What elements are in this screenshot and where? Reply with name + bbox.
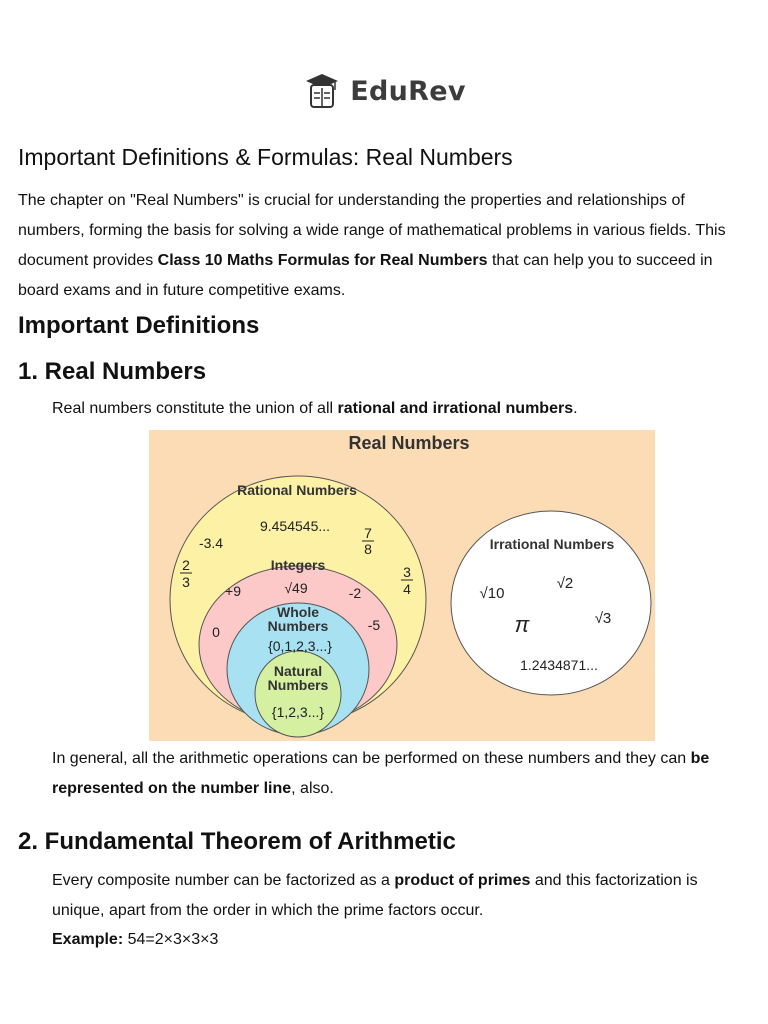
graduation-cap-icon: [302, 72, 342, 110]
irrational-item-sqrt10: √10: [479, 585, 505, 602]
integer-item-sqrt49: √49: [284, 580, 308, 596]
fraction-7-8-num: 7: [364, 525, 372, 541]
natural-label-1: Natural: [273, 663, 323, 679]
rational-item-decimal: 9.454545...: [259, 518, 331, 534]
rational-label: Rational Numbers: [237, 482, 357, 498]
document-title: Important Definitions & Formulas: Real Numbers: [18, 144, 513, 170]
theorem-text: Every composite number can be factorized as a: [52, 872, 395, 889]
real-numbers-definition: [52, 394, 742, 424]
fraction-7-8-den: 8: [364, 541, 372, 557]
general-text: In general, all the arithmetic operations can be performed on these numbers and they can: [52, 750, 691, 767]
intro-paragraph: [18, 186, 743, 306]
integers-label: Integers: [270, 557, 326, 573]
example-value: 54=2×3×3×3: [123, 931, 219, 948]
theorem-example: [52, 925, 742, 955]
irrational-item-decimal: 1.2434871...: [520, 657, 598, 673]
definition-bold: rational and irrational numbers: [337, 400, 574, 417]
example-label: Example:: [52, 931, 124, 948]
brand-name: EduRev: [350, 75, 466, 107]
rational-item-neg: -3.4: [198, 535, 224, 551]
integer-item-minus2: -2: [348, 585, 362, 601]
irrational-item-pi: π: [514, 612, 530, 637]
theorem-bold: product of primes: [394, 872, 531, 889]
heading-important-definitions: Important Definitions: [18, 312, 260, 339]
edurev-logo[interactable]: [0, 72, 768, 110]
fraction-3-4-num: 3: [403, 564, 411, 580]
intro-text-1: The chapter on "Real Numbers" is crucial for understanding the properties and relationships of numbers, forming the basis for solving a wide range of mathematical problems in various fields. This document provides: [18, 192, 726, 269]
fraction-2-3-den: 3: [182, 574, 190, 590]
irrational-label: Irrational Numbers: [489, 536, 615, 552]
definition-end: .: [573, 400, 578, 417]
fundamental-theorem-text: [52, 866, 742, 926]
fraction-3-4-den: 4: [403, 581, 411, 597]
intro-bold: Class 10 Maths Formulas for Real Numbers: [157, 252, 488, 269]
real-numbers-diagram: [149, 430, 655, 741]
general-bold: be represented on the number line: [52, 750, 710, 797]
whole-set: {0,1,2,3...}: [268, 638, 332, 654]
intro-text-2: that can help you to succeed in board exams and in future competitive exams.: [18, 252, 713, 299]
real-numbers-general: [52, 744, 742, 804]
irrational-item-sqrt3: √3: [594, 610, 612, 627]
definition-text: Real numbers constitute the union of all: [52, 400, 338, 417]
integer-item-plus9: +9: [225, 583, 241, 599]
general-end: , also.: [291, 780, 334, 797]
heading-fundamental-theorem: 2. Fundamental Theorem of Arithmetic: [18, 828, 456, 855]
diagram-title: Real Numbers: [348, 433, 470, 453]
irrational-item-sqrt2: √2: [556, 575, 574, 592]
heading-real-numbers: 1. Real Numbers: [18, 358, 207, 385]
integer-item-zero: 0: [212, 624, 220, 640]
theorem-end: and this factorization is unique, apart from the order in which the prime factors occur.: [52, 872, 698, 919]
natural-set: {1,2,3...}: [271, 704, 325, 720]
whole-label-2: Numbers: [267, 618, 329, 634]
natural-label-2: Numbers: [267, 677, 329, 693]
integer-item-minus5: -5: [367, 617, 381, 633]
fraction-2-3-num: 2: [182, 557, 190, 573]
whole-label-1: Whole: [277, 604, 319, 620]
